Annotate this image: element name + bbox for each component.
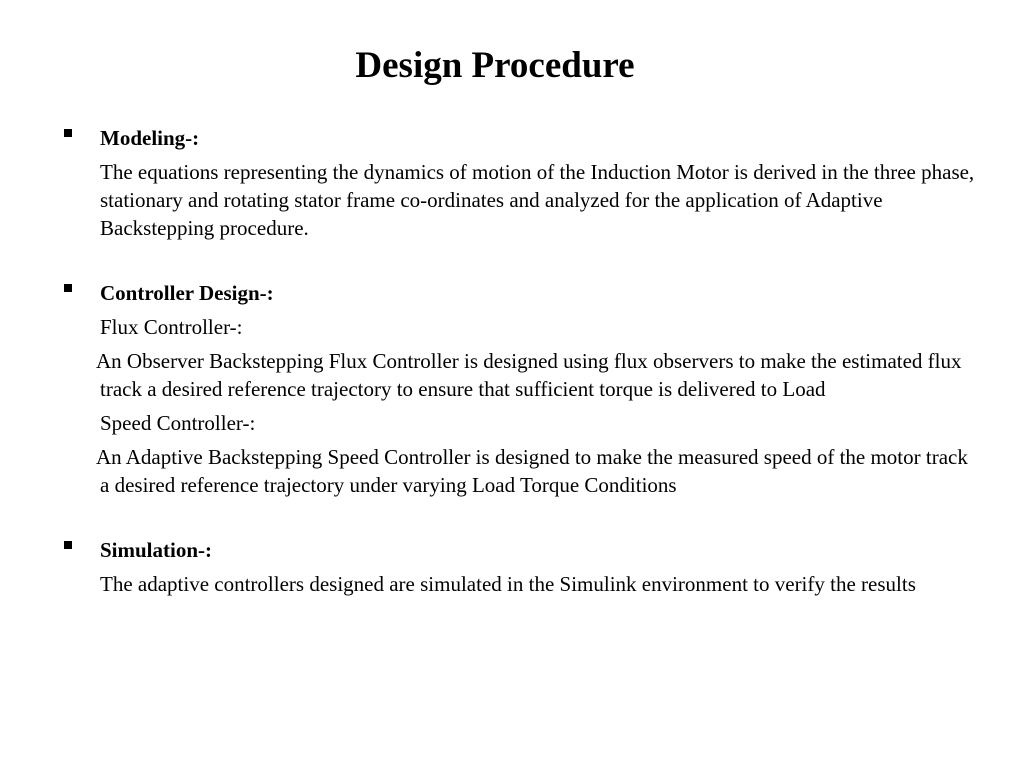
- section-heading-controller-design: Controller Design-:: [100, 281, 274, 305]
- section-controller-design: [60, 279, 980, 499]
- slide-title: Design Procedure: [355, 45, 635, 86]
- section-heading-simulation: Simulation-:: [100, 538, 213, 562]
- square-bullet-icon: [64, 541, 72, 549]
- speed-controller-label: Speed Controller-:: [100, 411, 256, 435]
- section-modeling: [60, 124, 980, 242]
- section-simulation: [60, 536, 980, 598]
- square-bullet-icon: [64, 284, 72, 292]
- flux-controller-label: Flux Controller-:: [100, 315, 243, 339]
- speed-controller-text: An Adaptive Backstepping Speed Controller is designed to make the measured speed of the motor track a desired reference trajectory under varying Load Torque Conditions: [96, 445, 968, 497]
- section-text-simulation: The adaptive controllers designed are simulated in the Simulink environment to verify the results: [100, 572, 916, 596]
- section-heading-modeling: Modeling-:: [100, 126, 200, 150]
- square-bullet-icon: [64, 129, 72, 137]
- section-text-modeling: The equations representing the dynamics of motion of the Induction Motor is derived in the three phase, stationary and rotating stator frame co-ordinates and analyzed for the application of Adaptive Backstepping procedure.: [100, 160, 975, 240]
- flux-controller-text: An Observer Backstepping Flux Controller is designed using flux observers to make the estimated flux track a desired reference trajectory to ensure that sufficient torque is delivered to Load: [96, 349, 962, 401]
- slide-content: [60, 124, 980, 598]
